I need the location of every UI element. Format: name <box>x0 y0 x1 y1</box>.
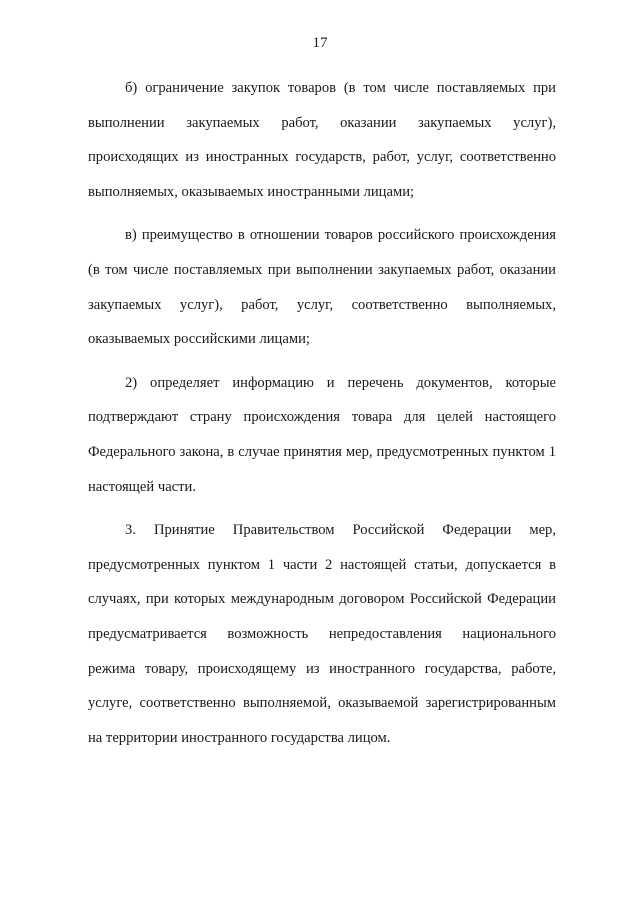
paragraph-item-v: в) преимущество в отношении товаров российского происхождения (в том числе поставляемых при выполнении закупаемых работ, оказании закупаемых услуг), работ, услуг, соответственно выполняемых, оказываемых российскими лицами; <box>88 227 556 348</box>
paragraph-clause-3: 3. Принятие Правительством Российской Федерации мер, предусмотренных пунктом 1 части 2 настоящей статьи, допускается в случаях, при которых международным договором Российской Федерации предусматривается возможность непредоставления национального режима товару, происходящему из иностранного государства, работе, услуге, соответственно выполняемой, оказываемой зарегистрированным на территории иностранного государства лицом. <box>88 522 556 746</box>
paragraph-item-b: б) ограничение закупок товаров (в том числе поставляемых при выполнении закупаемых работ, оказании закупаемых услуг), происходящих из иностранных государств, работ, услуг, соответственно выполняемых, оказываемых иностранными лицами; <box>88 80 556 200</box>
paragraph-item-2: 2) определяет информацию и перечень документов, которые подтверждают страну происхождения товара для целей настоящего Федерального закона, в случае принятия мер, предусмотренных пунктом 1 настоящей части. <box>88 374 556 495</box>
page-number: 17 <box>312 35 328 51</box>
document-body <box>88 71 556 764</box>
